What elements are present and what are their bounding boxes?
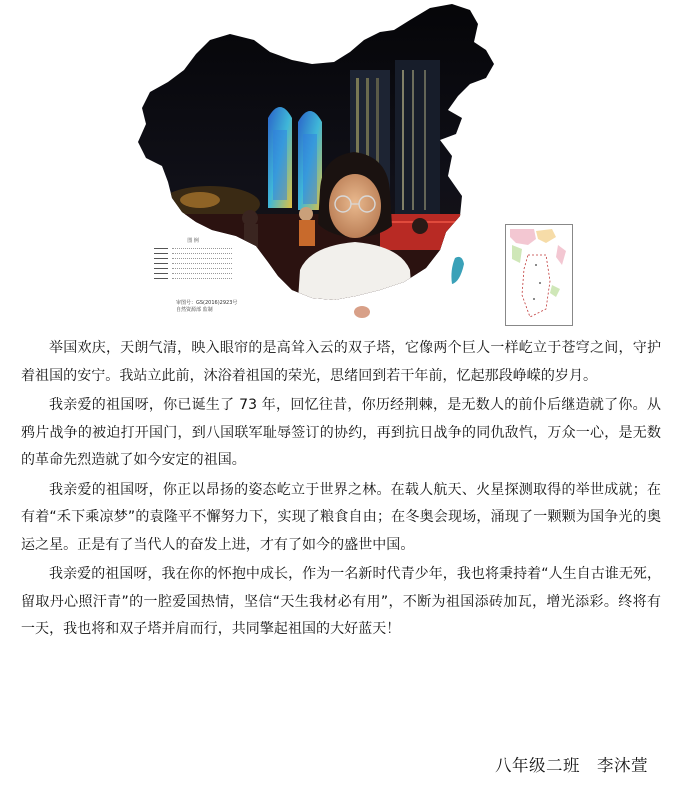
china-map-photo — [0, 0, 682, 330]
legend-title: 图 例 — [187, 238, 199, 244]
map-photo-collage — [0, 0, 682, 330]
legend-row — [154, 246, 232, 251]
map-code-line: 审图号：GS(2016)2923号 — [176, 300, 238, 306]
map-credit-line: 自然资源部 监制 — [176, 307, 213, 313]
legend-row — [154, 256, 232, 261]
inset-map-drawing — [506, 225, 572, 325]
legend-row — [154, 276, 232, 281]
paragraph: 我亲爱的祖国呀，我在你的怀抱中成长，作为一名新时代青少年，我也将秉持着“人生自古谁无死，留取丹心照汗青”的一腔爱国热情，坚信“天生我材必有用”，不断为祖国添砖加瓦，增光添彩。终将有一天，我也将和双子塔并肩而行，共同擎起祖国的大好蓝天！ — [21, 566, 661, 637]
legend-row — [154, 271, 232, 276]
essay-body — [0, 335, 682, 644]
map-approval-number — [176, 300, 237, 314]
paragraph: 我亲爱的祖国呀，你已诞生了 73 年，回忆往昔，你历经荆棘，是无数人的前仆后继造就了你。从鸦片战争的被迫打开国门，到八国联军耻辱签订的协约，再到抗日战争的同仇敌忾，万众一心，是无数的革命先烈造就了如今安定的祖国。 — [21, 397, 661, 468]
author-byline: 八年级二班 李沐萱 — [495, 756, 648, 775]
legend-row — [154, 261, 232, 266]
legend-row — [154, 251, 232, 256]
legend-row — [154, 266, 232, 271]
south-china-sea-inset-map — [505, 224, 573, 326]
paragraph: 我亲爱的祖国呀，你正以昂扬的姿态屹立于世界之林。在载人航天、火星探测取得的举世成就；在有着“禾下乘凉梦”的袁隆平不懈努力下，实现了粮食自由；在冬奥会现场，涌现了一颗颗为国争光的奥运之星。正是有了当代人的奋发上进，才有了如今的盛世中国。 — [21, 481, 661, 553]
paragraph: 举国欢庆，天朗气清，映入眼帘的是高耸入云的双子塔，它像两个巨人一样屹立于苍穹之间，守护着祖国的安宁。我站立此前，沐浴着祖国的荣光，思绪回到若干年前，忆起那段峥嵘的岁月。 — [21, 340, 661, 384]
